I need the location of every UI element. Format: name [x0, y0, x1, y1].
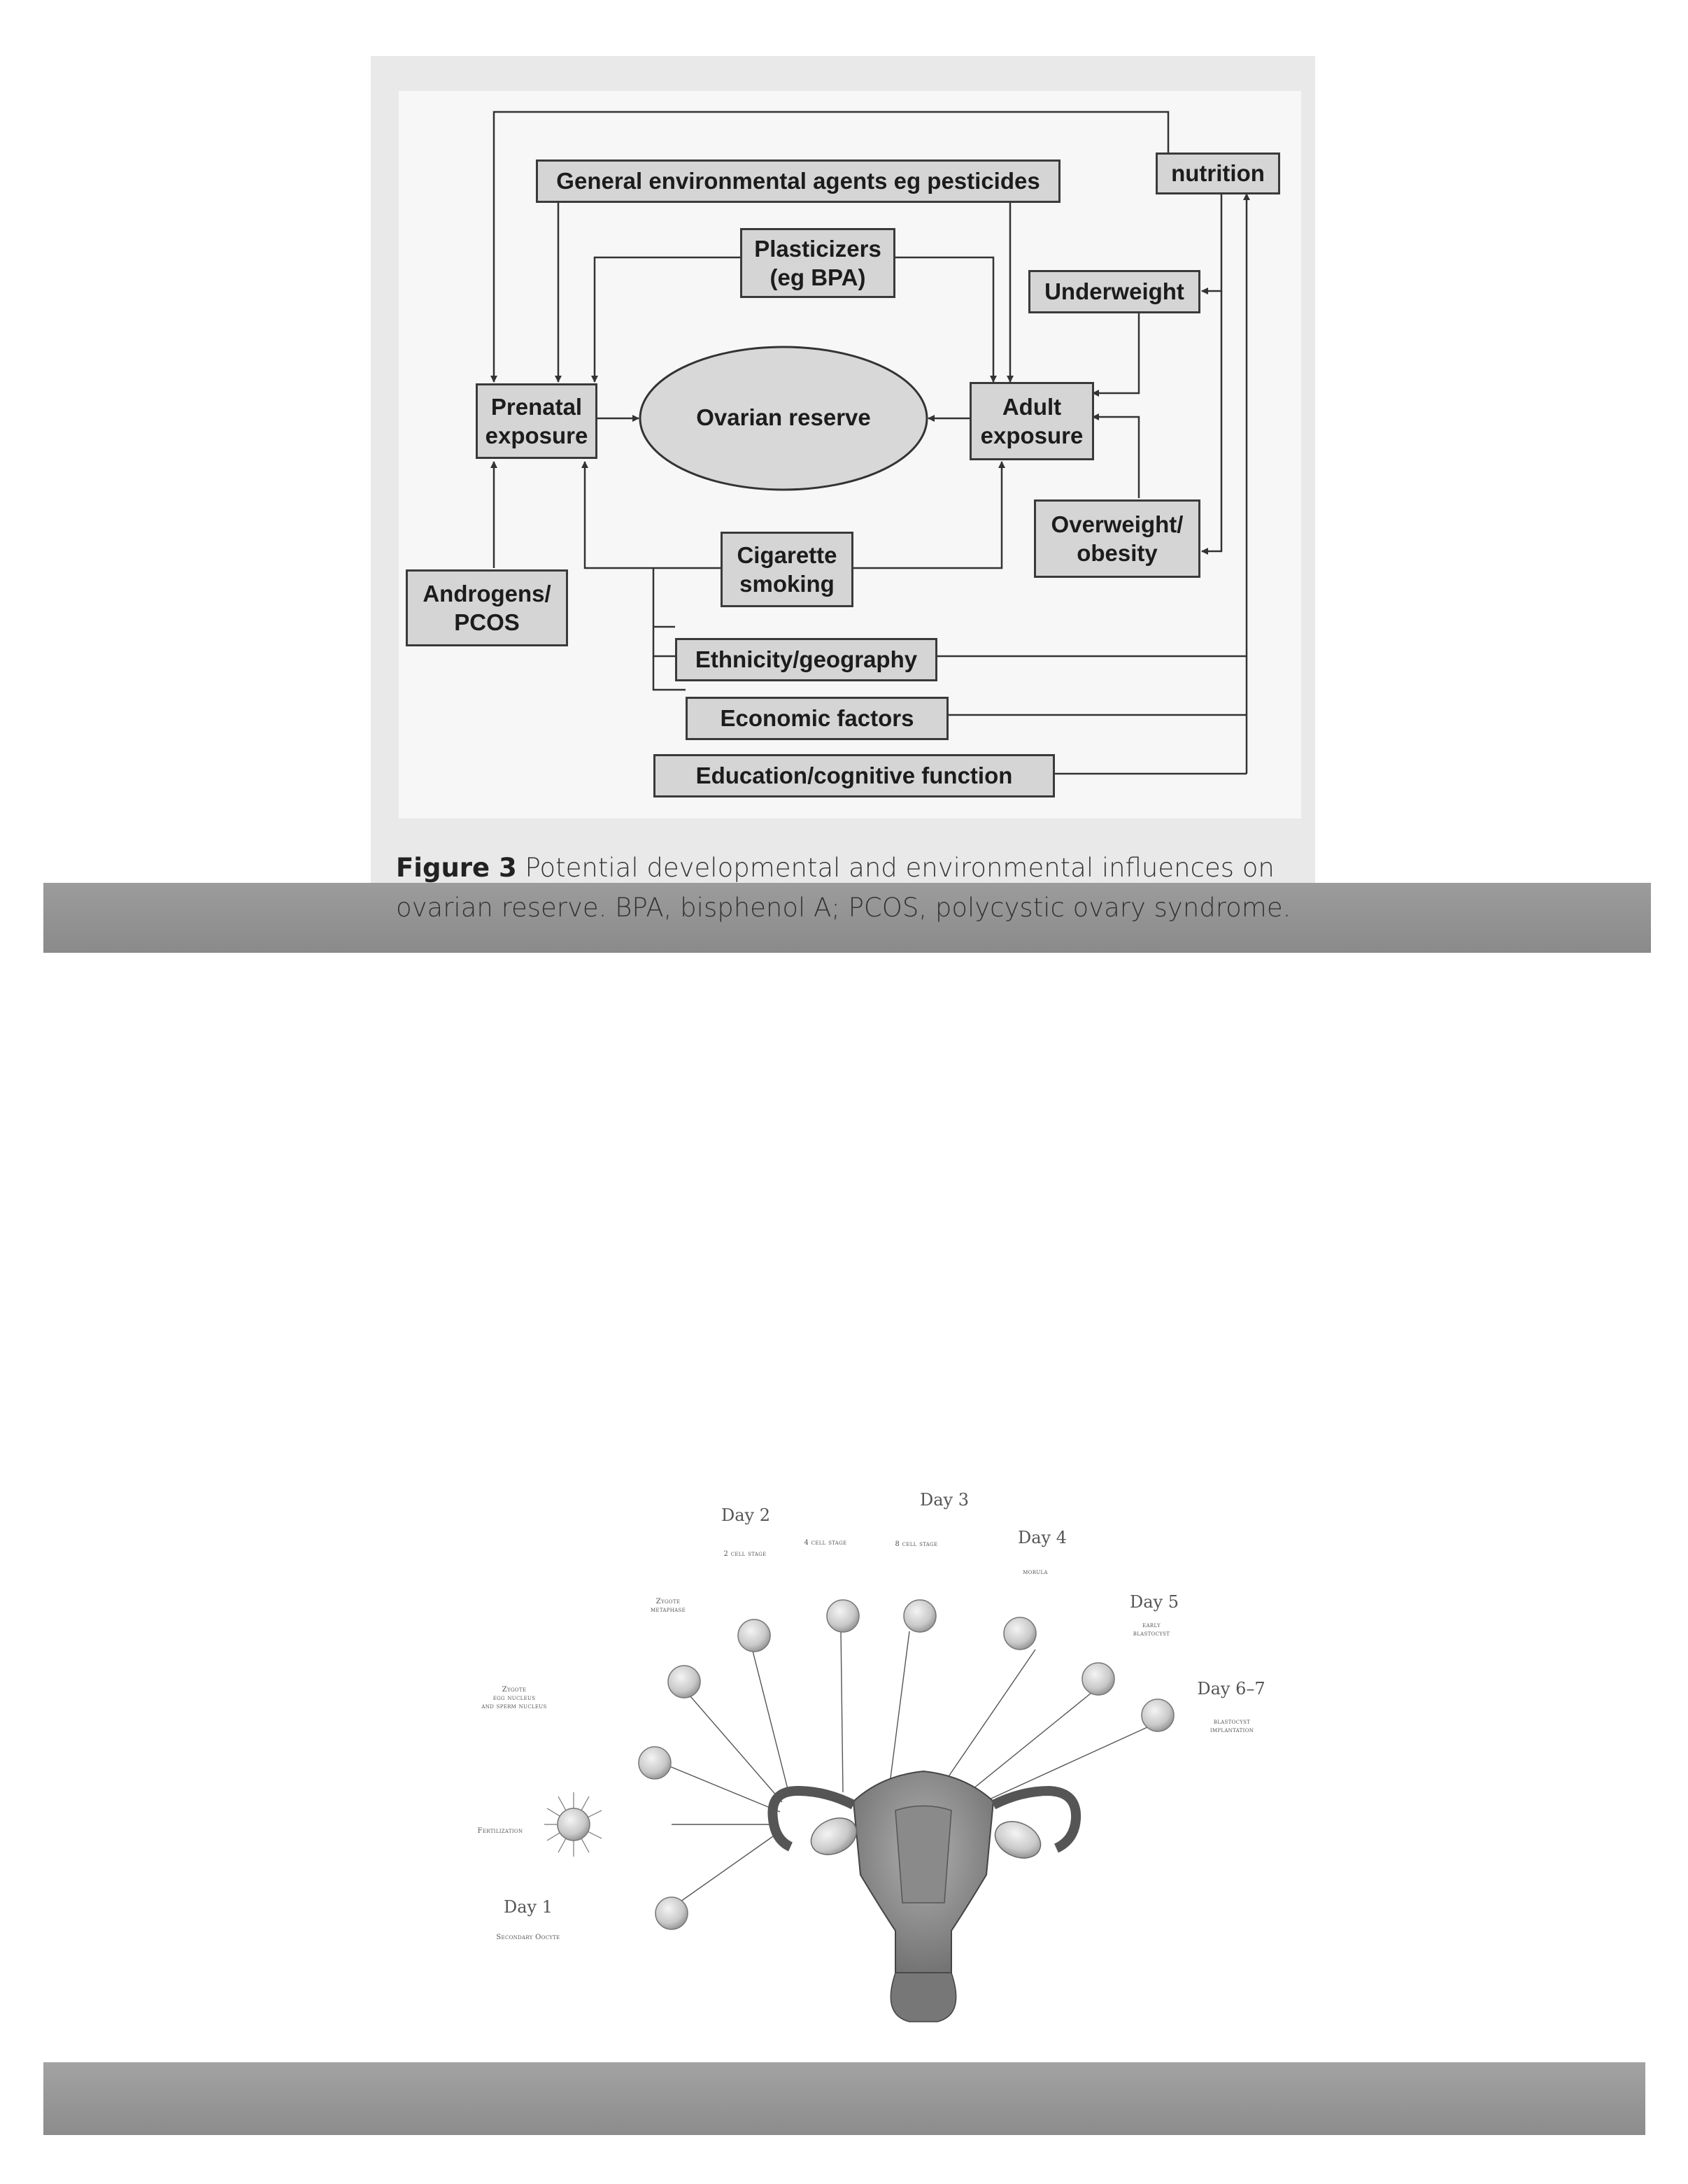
box-general-environmental-agents: General environmental agents eg pesticides — [536, 159, 1061, 203]
box-cigarette-smoking: Cigarette smoking — [721, 532, 853, 607]
uterus-and-embryo-stages — [462, 1483, 1301, 2029]
box-adult-exposure: Adult exposure — [970, 382, 1094, 460]
eight-cell-stage — [904, 1600, 936, 1632]
box-overweight-obesity: Overweight/ obesity — [1034, 499, 1200, 578]
box-plasticizers: Plasticizers (eg BPA) — [740, 228, 895, 298]
ovarian-reserve-diagram — [399, 91, 1301, 818]
label-fertilization: Fertilization — [477, 1827, 523, 1835]
zygote-nuclei-cell — [639, 1747, 671, 1779]
early-blastocyst-cell — [1082, 1663, 1114, 1695]
figure-caption — [396, 848, 1298, 928]
label-day-4: Day 4 — [1017, 1528, 1067, 1547]
label-day-5: Day 5 — [1129, 1592, 1179, 1612]
figure-label: Figure 3 — [396, 853, 517, 883]
label-zygote-nuclei: Zygote egg nucleus and sperm nucleus — [481, 1686, 547, 1710]
blastocyst-implantation-cell — [1142, 1699, 1174, 1731]
label-zygote-metaphase: Zygote metaphase — [650, 1598, 686, 1614]
two-cell-stage — [738, 1619, 770, 1652]
label-day-3: Day 3 — [919, 1490, 969, 1510]
label-early-blastocyst: early blastocyst — [1133, 1622, 1170, 1638]
label-day-6-7: Day 6–7 — [1197, 1679, 1265, 1699]
label-morula: morula — [1023, 1568, 1048, 1576]
label-blastocyst-implantation: blastocyst implantation — [1210, 1718, 1254, 1734]
label-day-1: Day 1 — [503, 1897, 553, 1917]
box-prenatal-exposure: Prenatal exposure — [476, 383, 597, 459]
box-nutrition: nutrition — [1156, 153, 1280, 194]
embryo-development-illustration — [462, 1483, 1301, 2029]
box-education-cognitive-function: Education/cognitive function — [653, 754, 1055, 797]
label-day-2: Day 2 — [721, 1505, 770, 1525]
four-cell-stage — [827, 1600, 859, 1632]
box-androgens-pcos: Androgens/ PCOS — [406, 569, 568, 646]
box-ethnicity-geography: Ethnicity/geography — [675, 638, 937, 681]
box-economic-factors: Economic factors — [686, 697, 949, 740]
fertilization-cell — [558, 1808, 590, 1841]
ovarian-reserve-label: Ovarian reserve — [696, 404, 871, 430]
morula-cell — [1004, 1617, 1036, 1650]
label-secondary-oocyte: Secondary Oocyte — [496, 1934, 560, 1941]
label-8-cell-stage: 8 cell stage — [895, 1540, 938, 1548]
secondary-oocyte-cell — [655, 1897, 688, 1929]
label-4-cell-stage: 4 cell stage — [804, 1539, 847, 1547]
gray-band-bottom — [43, 2062, 1645, 2135]
label-2-cell-stage: 2 cell stage — [723, 1550, 767, 1558]
zygote-metaphase-cell — [668, 1666, 700, 1698]
figure-caption-text: Potential developmental and environmental influences on ovarian reserve. BPA, bisphenol A; PCOS, polycystic ovary syndrome. — [396, 853, 1291, 923]
box-underweight: Underweight — [1028, 270, 1200, 313]
